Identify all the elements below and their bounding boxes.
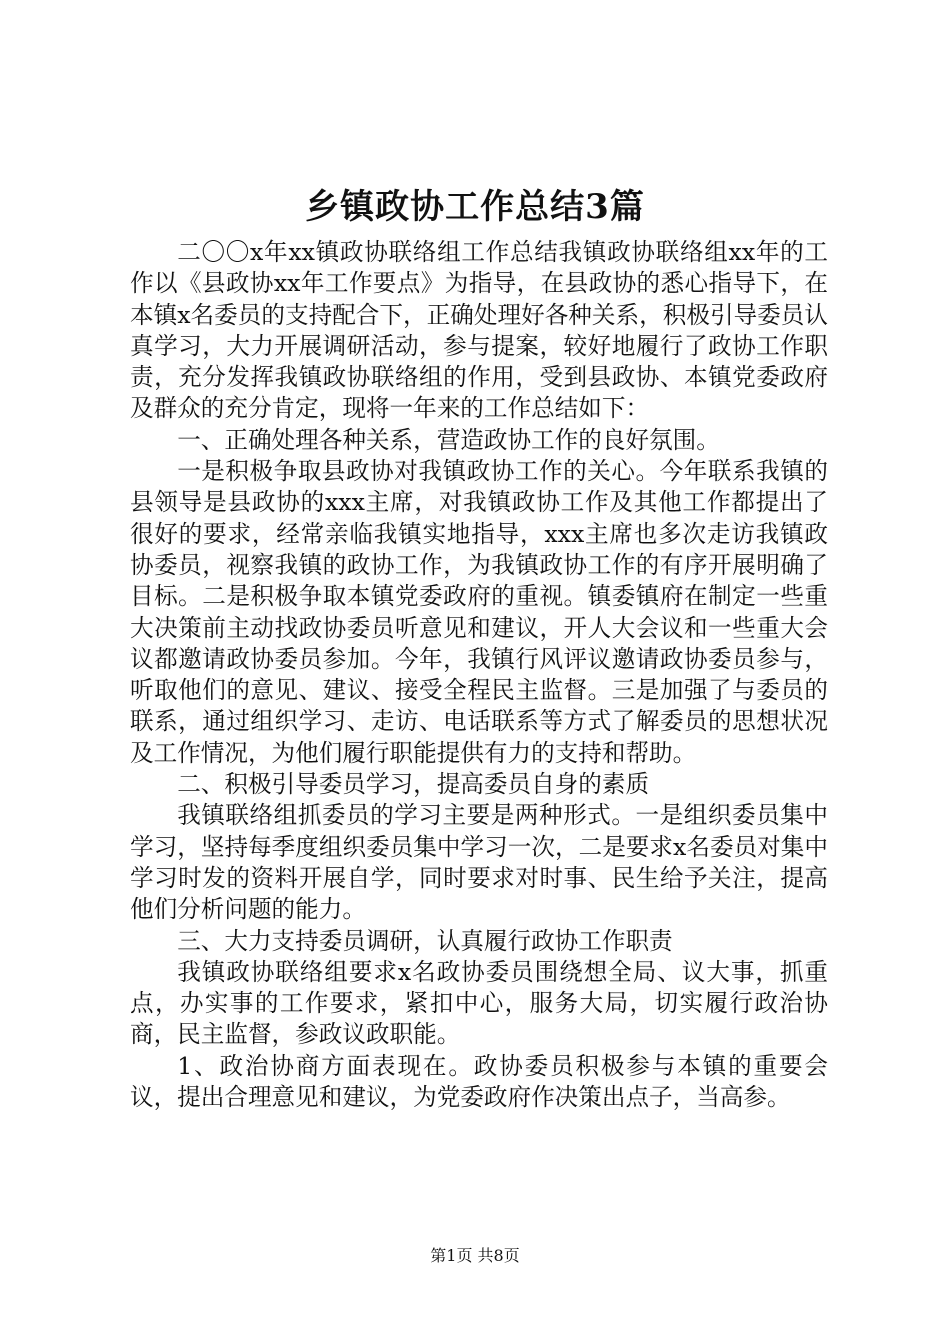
section-heading-1: 一、正确处理各种关系，营造政协工作的良好氛围。 bbox=[177, 425, 720, 454]
document-body bbox=[130, 237, 828, 1113]
page-footer: 第1页 共8页 bbox=[430, 1246, 520, 1265]
paragraph-section-1: 一是积极争取县政协对我镇政协工作的关心。今年联系我镇的县领导是县政协的xxx主席，对我镇政协工作及其他工作都提出了很好的要求，经常亲临我镇实地指导，xxx主席也多次走访我镇政协委员，视察我镇的政协工作，为我镇政协工作的有序开展明确了目标。二是积极争取本镇党委政府的重视。镇委镇府在制定一些重大决策前主动找政协委员听意见和建议，开人大会议和一些重大会议都邀请政协委员参加。今年，我镇行风评议邀请政协委员参与，听取他们的意见、建议、接受全程民主监督。三是加强了与委员的联系，通过组织学习、走访、电话联系等方式了解委员的思想状况及工作情况，为他们履行职能提供有力的支持和帮助。 bbox=[130, 457, 828, 767]
paragraph-intro: 二〇〇x年xx镇政协联络组工作总结我镇政协联络组xx年的工作以《县政协xx年工作要点》为指导，在县政协的悉心指导下，在本镇x名委员的支持配合下，正确处理好各种关系，积极引导委员认真学习，大力开展调研活动，参与提案，较好地履行了政协工作职责，充分发挥我镇政协联络组的作用，受到县政协、本镇党委政府及群众的充分肯定，现将一年来的工作总结如下： bbox=[130, 238, 828, 423]
paragraph-section-2: 我镇联络组抓委员的学习主要是两种形式。一是组织委员集中学习，坚持每季度组织委员集中学习一次，二是要求x名委员对集中学习时发的资料开展自学，同时要求对时事、民生给予关注，提高他们分析问题的能力。 bbox=[130, 801, 828, 924]
section-heading-3: 三、大力支持委员调研，认真履行政协工作职责 bbox=[177, 926, 673, 955]
paragraph-item-1: 1、政治协商方面表现在。政协委员积极参与本镇的重要会议，提出合理意见和建议，为党委政府作决策出点子，当高参。 bbox=[130, 1051, 828, 1112]
section-heading-2: 二、积极引导委员学习，提高委员自身的素质 bbox=[177, 770, 650, 799]
document-title: 乡镇政协工作总结3篇 bbox=[305, 187, 645, 227]
paragraph-section-3: 我镇政协联络组要求x名政协委员围绕想全局、议大事，抓重点，办实事的工作要求，紧扣中心，服务大局，切实履行政治协商，民主监督，参政议政职能。 bbox=[130, 957, 828, 1049]
